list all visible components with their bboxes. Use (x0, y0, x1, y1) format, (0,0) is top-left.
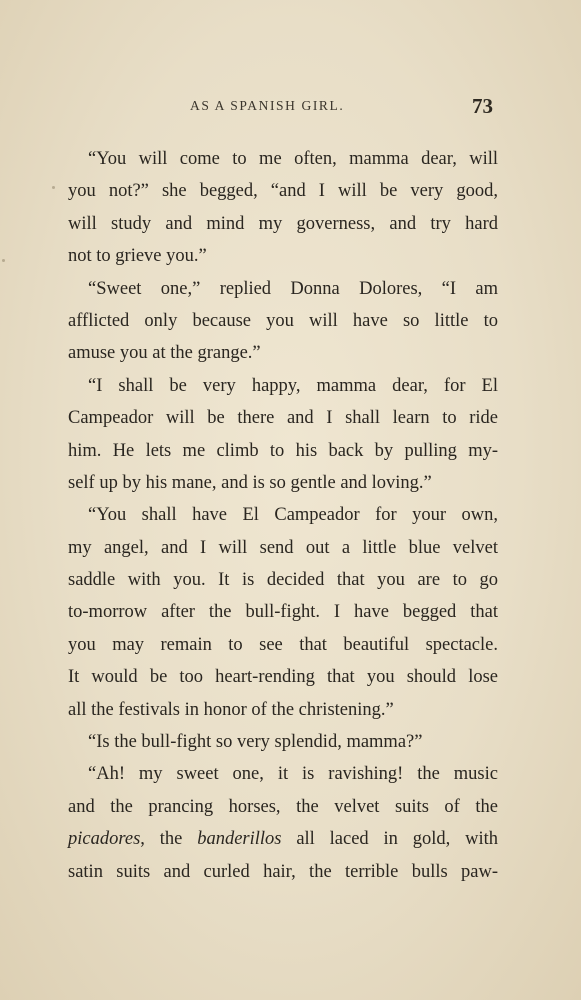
paper-speck (52, 186, 55, 189)
text-line: Campeador will be there and I shall learn to ride (68, 408, 498, 429)
page-number: 73 (472, 94, 493, 118)
text-line-italics (68, 823, 498, 855)
italic-term: banderillos (197, 829, 282, 850)
text-line: not to grieve you.” (68, 246, 207, 267)
text-fragment: , the (140, 829, 198, 850)
paper-speck (2, 259, 5, 262)
text-line: “Is the bull-fight so very splendid, mamma?” (88, 732, 423, 753)
text-line: amuse you at the grange.” (68, 343, 261, 364)
text-line: saddle with you. It is decided that you are to go (68, 570, 498, 591)
running-head: AS A SPANISH GIRL. (190, 98, 345, 113)
text-line: my angel, and I will send out a little blue velvet (68, 537, 498, 558)
text-line: him. He lets me climb to his back by pulling my- (68, 440, 498, 461)
text-line: self up by his mane, and is so gentle and loving.” (68, 472, 432, 493)
text-line: “Ah! my sweet one, it is ravishing! the music (88, 764, 498, 785)
text-line: all the festivals in honor of the christening.” (68, 699, 394, 720)
text-fragment: all laced in gold, with (281, 829, 499, 850)
text-line: you may remain to see that beautiful spectacle. (68, 634, 498, 655)
text-line: will study and mind my governess, and try hard (68, 213, 498, 234)
text-line: “I shall be very happy, mamma dear, for El (88, 375, 498, 396)
text-line: you not?” she begged, “and I will be very good, (68, 181, 498, 202)
text-line: “Sweet one,” replied Donna Dolores, “I am (88, 278, 498, 299)
italic-term: picadores (68, 829, 141, 850)
text-line: to-morrow after the bull-fight. I have begged that (68, 602, 498, 623)
text-line: It would be too heart-rending that you should lose (68, 667, 498, 688)
text-line: and the prancing horses, the velvet suits of the (68, 796, 498, 817)
text-line: satin suits and curled hair, the terrible bulls paw- (68, 861, 498, 882)
text-line: “You shall have El Campeador for your own, (88, 505, 498, 526)
text-line: “You will come to me often, mamma dear, will (88, 149, 498, 169)
body-text (68, 143, 498, 888)
text-line: afflicted only because you will have so little to (68, 310, 498, 331)
